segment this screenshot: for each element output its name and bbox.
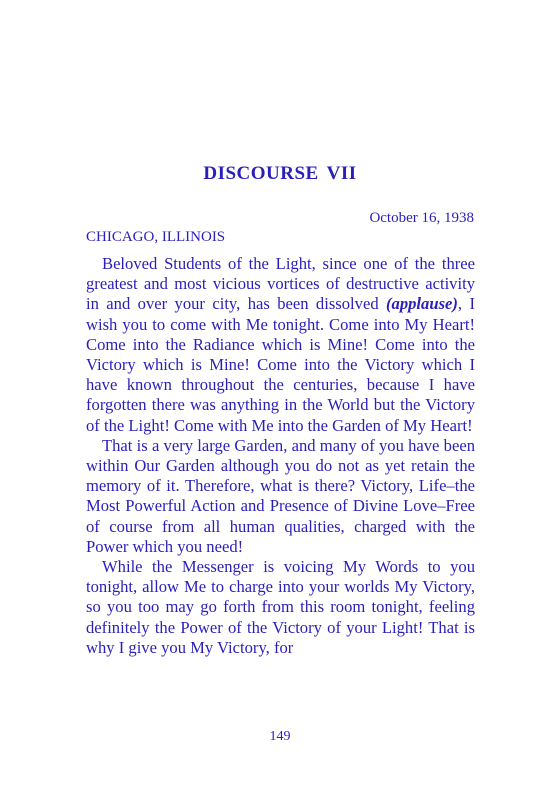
paragraph-3: While the Messenger is voicing My Words to you tonight, allow Me to charge into your worlds My Victory, so you too may go forth from this room tonight, feeling definitely the Power of the Victory of your Light! That is why I give you My Victory, for [86, 557, 475, 657]
paragraph-1-text-start: Beloved Students of the Light, since one of the three greatest and most vicious vortices of destructive activity in and over your city, has been dissolved [86, 254, 475, 314]
discourse-date: October 16, 1938 [369, 210, 474, 226]
page-number: 149 [269, 729, 291, 744]
paragraph-1 [86, 254, 475, 436]
paragraph-2: That is a very large Garden, and many of you have been within Our Garden although you do not as yet retain the memory of it. Therefore, what is there? Victory, Life–the Most Powerful Action and Presence of Divine Love–Free of course from all human qualities, charged with the Power which you need! [86, 435, 475, 556]
chapter-title: DISCOURSE VII [203, 163, 357, 184]
applause-note: (applause) [386, 294, 458, 314]
paragraph-1-text-end: , I wish you to come with Me tonight. Come into My Heart! Come into the Radiance which is Mine! Come into the Victory which is Mine! Come into the Victory which I have known throughout the centuries, because I have forgotten there was anything in the World but the Victory of the Light! Come with Me into the Garden of My Heart! [86, 294, 475, 435]
discourse-location: CHICAGO, ILLINOIS [86, 229, 226, 245]
discourse-body [86, 254, 475, 658]
